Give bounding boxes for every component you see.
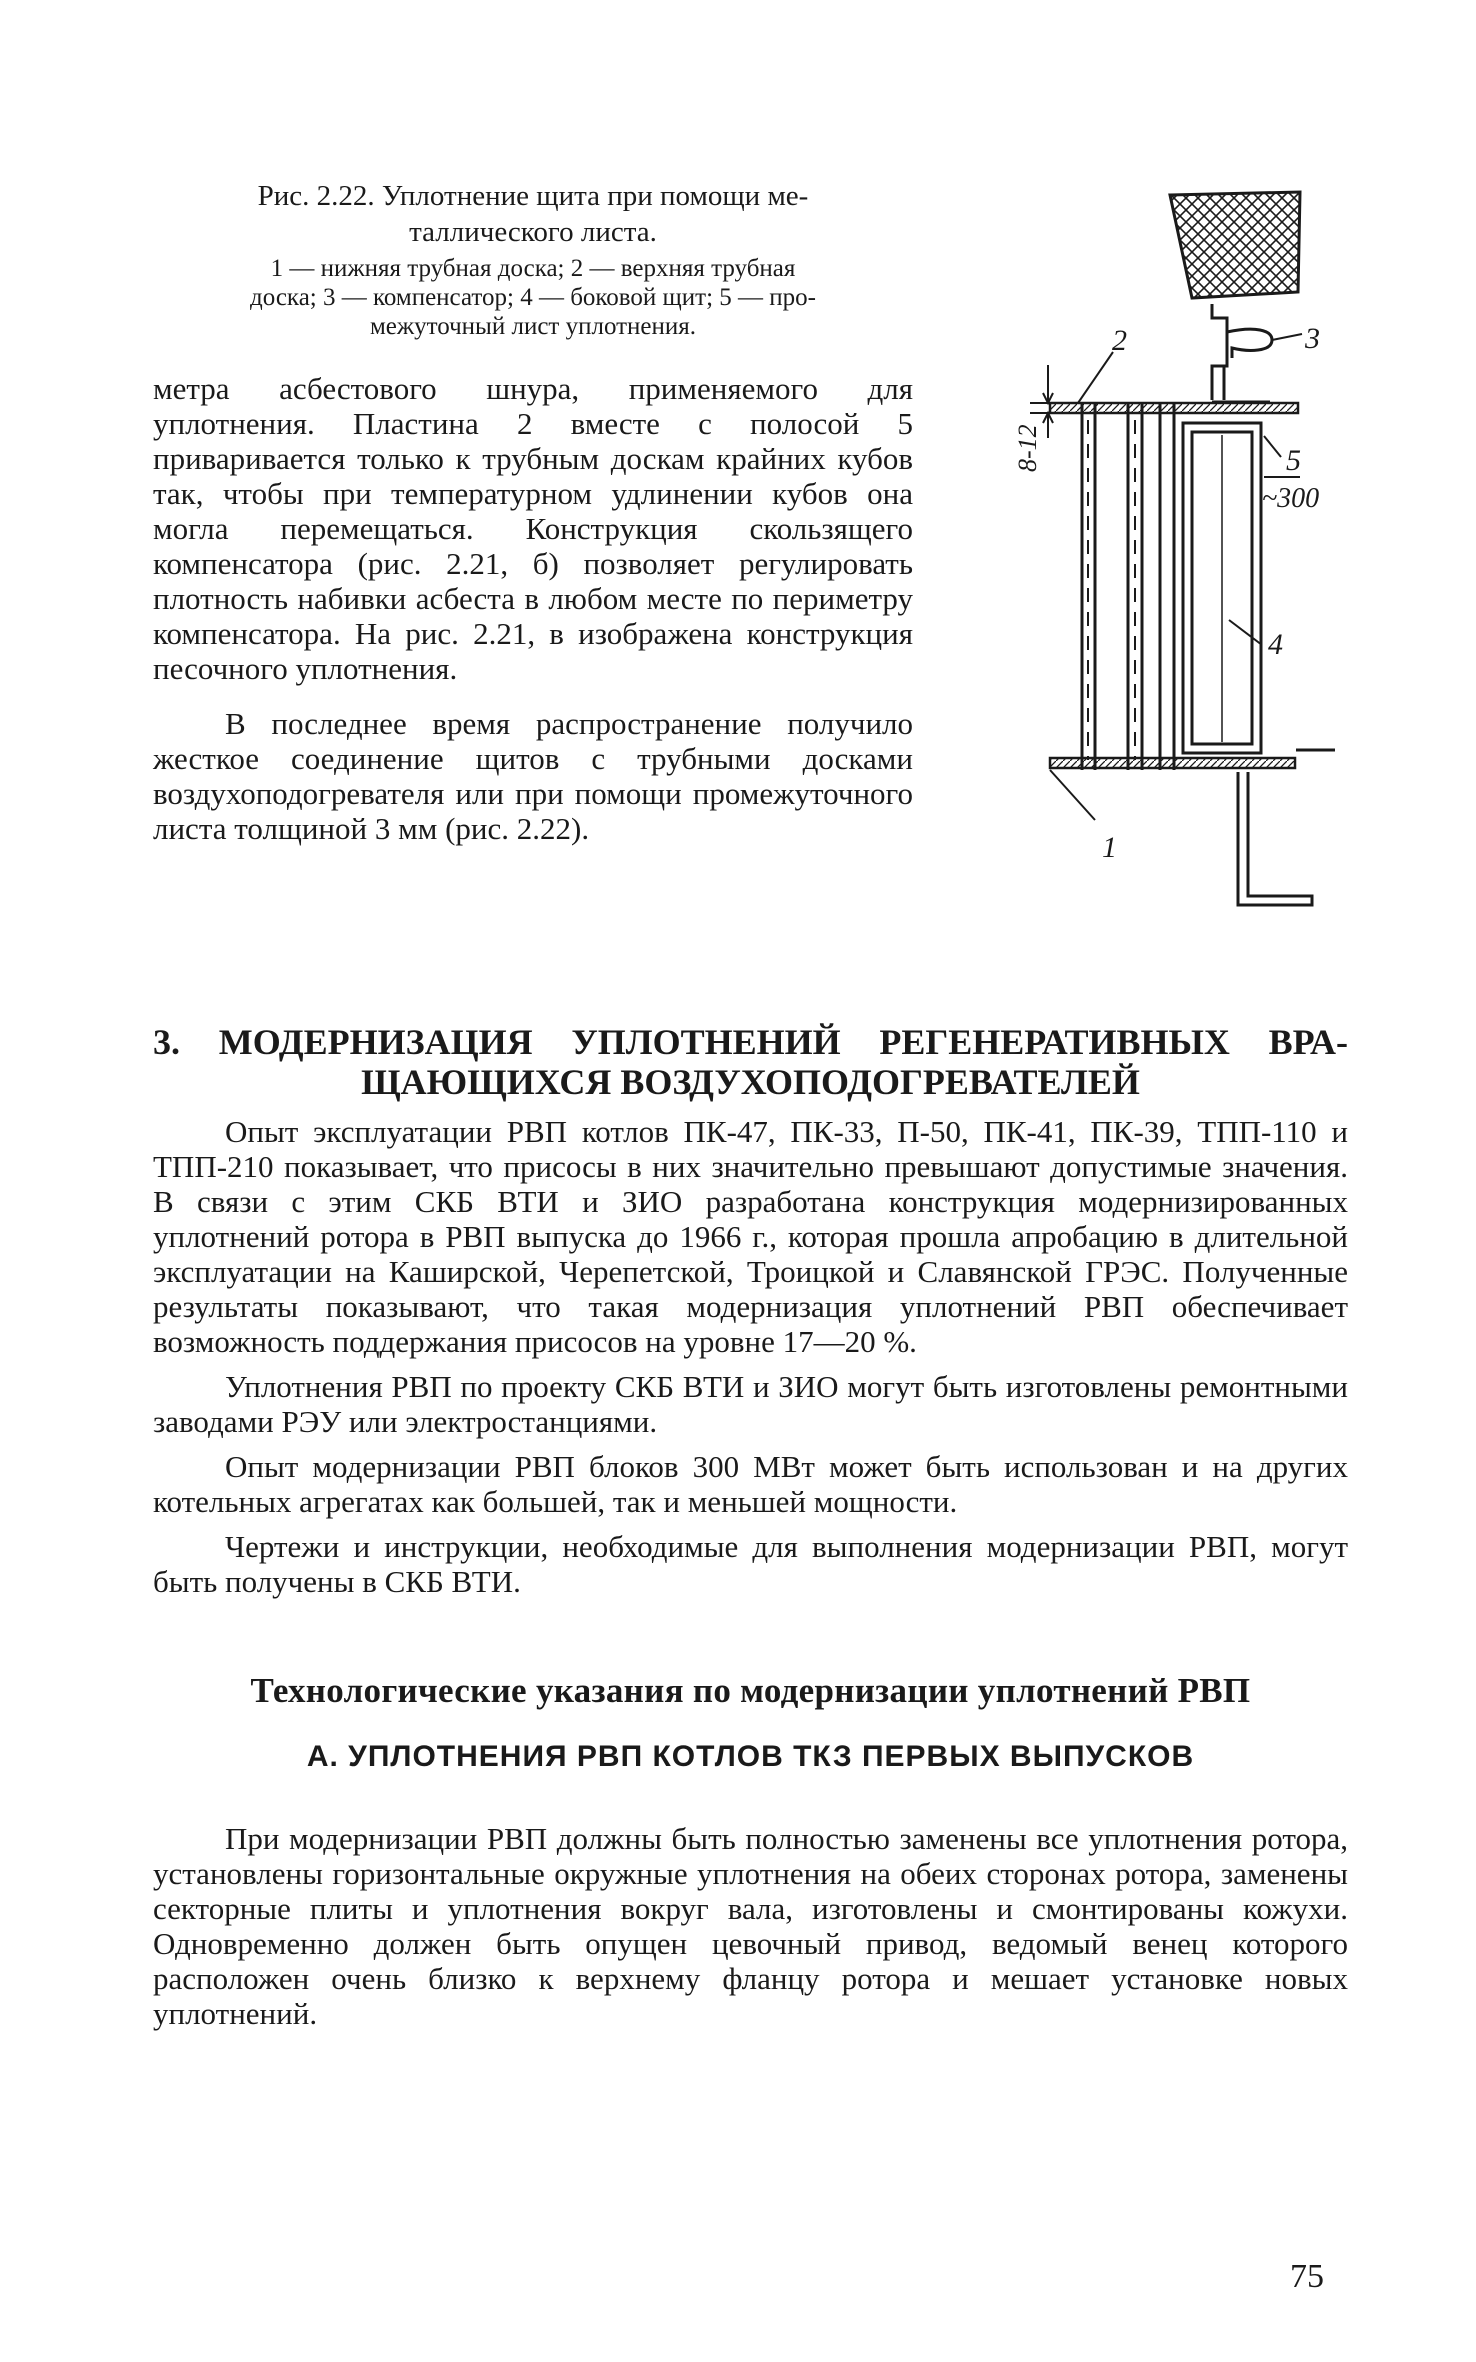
section-heading [153,1022,1348,1102]
caption-legend-line-3: межуточный лист уплотнения. [369,313,697,340]
main-section [153,1022,1348,2031]
label-4: 4 [1268,628,1283,661]
dimension-300: ~300 [1262,483,1320,514]
label-5: 5 [1286,444,1301,477]
insulation-block [1170,192,1300,298]
section-paragraph-4: Чертежи и инструкции, необходимые для выполнения модернизации РВП, могут быть получены в СКБ ВТИ. [153,1529,1348,1599]
label-1: 1 [1102,831,1117,864]
figure-caption-legend [153,254,913,341]
tech-paragraph-1: При модернизации РВП должны быть полностью заменены все уплотнения ротора, установлены горизонтальные окружные уплотнения на обеих сторонах ротора, заменены секторные плиты и уплотнения вокруг вала, изготовлены и смонтированы кожухи. Одновременно должен быть опущен цевочный привод, ведомый венец которого расположен очень близко к верхнему фланцу ротора и мешает установке новых уплотнений. [153,1821,1348,2031]
left-column [153,178,913,846]
seal-drawing [1000,180,1345,920]
section-heading-line-1: 3. МОДЕРНИЗАЦИЯ УПЛОТНЕНИЙ РЕГЕНЕРАТИВНЫХ ВРА- [153,1022,1348,1062]
compensator [1212,304,1272,402]
tech-subheading: А. УПЛОТНЕНИЯ РВП КОТЛОВ ТКЗ ПЕРВЫХ ВЫПУСКОВ [306,1740,1195,1773]
caption-title-line-1: Рис. 2.22. Уплотнение щита при помощи ме- [257,180,809,212]
dimension-8-12 [1043,365,1053,438]
left-paragraph-2: В последнее время распространение получило жесткое соединение щитов с трубными досками воздухоподогревателя или при помощи промежуточного листа толщиной 3 мм (рис. 2.22). [153,706,913,846]
section-paragraph-2: Уплотнения РВП по проекту СКБ ВТИ и ЗИО могут быть изготовлены ремонтными заводами РЭУ или электростанциями. [153,1369,1348,1439]
tube-walls [1082,402,1174,770]
label-3: 3 [1305,322,1320,355]
upper-tube-plate [1030,403,1298,413]
figure-caption-title [153,178,913,250]
page-number: 75 [1290,2258,1324,2295]
label-2: 2 [1112,324,1127,357]
caption-legend-line-1: 1 — нижняя трубная доска; 2 — верхняя трубная [270,255,796,282]
angle-support [1238,772,1312,905]
figure-2-22 [1000,180,1345,920]
caption-title-line-2: таллического листа. [409,216,657,248]
side-shield [1183,423,1261,753]
section-paragraph-1: Опыт эксплуатации РВП котлов ПК-47, ПК-33, П-50, ПК-41, ПК-39, ТПП-110 и ТПП-210 показывает, что присосы в них значительно превышают допустимые значения. В связи с этим СКБ ВТИ и ЗИО разработана конструкция модернизированных уплотнений ротора в РВП выпуска до 1966 г., которая прошла апробацию в длительной эксплуатации на Каширской, Черепетской, Троицкой и Славянской ГРЭС. Полученные результаты показывают, что такая модернизация уплотнений РВП обеспечивает возможность поддержания присосов на уровне 17—20 %. [153,1114,1348,1359]
tech-heading: Технологические указания по модернизации уплотнений РВП [250,1671,1251,1710]
section-heading-line-2: ЩАЮЩИХСЯ ВОЗДУХОПОДОГРЕВАТЕЛЕЙ [361,1062,1140,1102]
caption-legend-line-2: доска; 3 — компенсатор; 4 — боковой щит; 5 — про- [249,284,817,311]
dimension-8-12-label: 8-12 [1013,424,1042,472]
section-paragraph-3: Опыт модернизации РВП блоков 300 МВт может быть использован и на других котельных агрегатах как большей, так и меньшей мощности. [153,1449,1348,1519]
left-paragraph-1: метра асбестового шнура, применяемого для уплотнения. Пластина 2 вместе с полосой 5 приваривается только к трубным доскам крайних кубов так, чтобы при температурном удлинении кубов она могла перемещаться. Конструкция скользящего компенсатора (рис. 2.21, б) позволяет регулировать плотность набивки асбеста в любом месте по периметру компенсатора. На рис. 2.21, в изображена конструкция песочного уплотнения. [153,371,913,686]
